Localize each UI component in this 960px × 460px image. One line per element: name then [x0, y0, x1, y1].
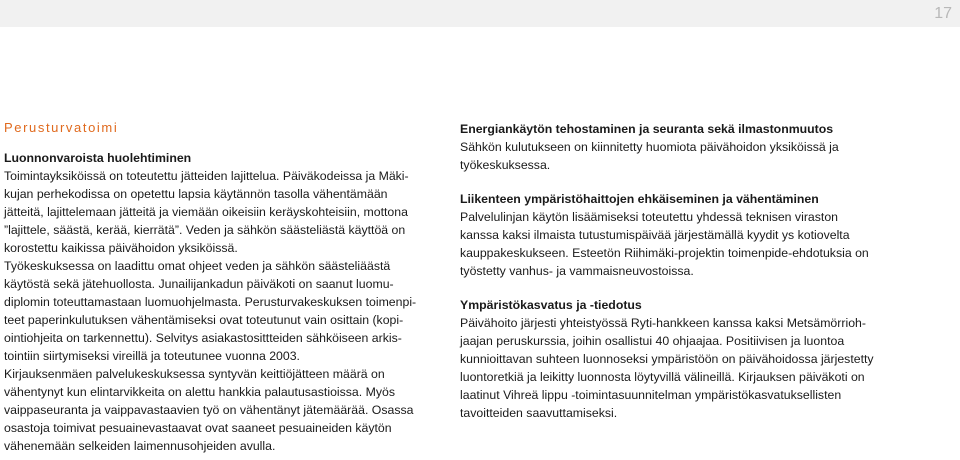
text-line: jätteitä, lajittelemaan jätteitä ja viemään oikeisiin keräyskohteisiin, mottona	[4, 205, 408, 219]
text-line: teet paperinkulutuksen vähentämiseksi ovat toteutunut vain osittain (kopi-	[4, 313, 404, 327]
left-column	[4, 119, 434, 455]
subheading-energy: Energiankäytön tehostaminen ja seuranta sekä ilmastonmuutos	[460, 122, 834, 136]
text-line: käytöstä sekä jätehuollosta. Junailijankadun päiväkoti on saanut luomu-	[4, 277, 394, 291]
text-line: Sähkön kulutukseen on kiinnitetty huomiota päivähoidon yksiköissä ja	[460, 140, 839, 154]
text-line: kanssa kaksi ilmaista tutustumispäivää järjestämällä kyydit ys kotiovelta	[460, 228, 850, 242]
page-number: 17	[934, 5, 952, 22]
text-line: vaippaseuranta ja vaippavastaavien työ on vähentänyt jätemäärää. Osassa	[4, 403, 414, 417]
subheading: Luonnonvaroista huolehtiminen	[4, 151, 192, 165]
text-line: kauppakeskukseen. Esteetön Riihimäki-projektin toimenpide-ehdotuksia on	[460, 246, 869, 260]
text-line: kunnioittavan suhteen luonnoseksi ympäristöön on päivähoidossa järjestetty	[460, 352, 874, 366]
text-line: korostettu kaikissa päivähoidon yksiköissä.	[4, 241, 238, 255]
subheading-education: Ympäristökasvatus ja -tiedotus	[460, 298, 642, 312]
text-line: Toimintayksiköissä on toteutettu jätteiden lajittelua. Päiväkodeissa ja Mäki-	[4, 169, 409, 183]
subheading-traffic: Liikenteen ympäristöhaittojen ehkäiseminen ja vähentäminen	[460, 192, 819, 206]
text-line: vähenemään selkeiden laimennusohjeiden avulla.	[4, 439, 276, 453]
text-line: luontoretkiä ja leikitty luonnosta löytyvillä välineillä. Kirjauksen päiväkoti on	[460, 370, 865, 384]
text-line: Palvelulinjan käytön lisäämiseksi toteutettu yhdessä teknisen viraston	[460, 210, 838, 224]
text-line: kujan perhekodissa on opetettu lapsia käytännön tasolla vähentämään	[4, 187, 388, 201]
text-line: jaajan peruskurssia, joihin osallistui 40 ohjaajaa. Positiivisen ja luontoa	[460, 334, 845, 348]
text-line: Päivähoito järjesti yhteistyössä Ryti-hankkeen kanssa kaksi Metsämörrioh-	[460, 316, 866, 330]
text-line: laatinut Vihreä lippu -toimintasuunnitelman ympäristökasvatuksellisten	[460, 388, 842, 402]
text-line: Kirjauksenmäen palvelukeskuksessa syntyvän keittiöjätteen määrä on	[4, 367, 385, 381]
right-column	[460, 120, 905, 422]
text-line: työstetty vanhus- ja vammaisneuvostoissa.	[460, 264, 694, 278]
text-line: ointiohjeita on tarkennettu). Selvitys asiakastosittteiden sähköiseen arkis-	[4, 331, 402, 345]
text-line: tointiin siirtymiseksi vireillä ja toteutunee vuonna 2003.	[4, 349, 300, 363]
paragraph-gap	[460, 174, 905, 190]
text-line: Työkeskuksessa on laadittu omat ohjeet veden ja sähkön säästeliäästä	[4, 259, 391, 273]
page-header-bar	[0, 0, 960, 27]
text-line: diplomin toteuttamastaan luomuohjelmasta. Perusturvakeskuksen toimenpi-	[4, 295, 417, 309]
text-line: työkeskuksessa.	[460, 158, 551, 172]
text-line: tavoitteiden saavuttamiseksi.	[460, 406, 618, 420]
section-title: Perusturvatoimi	[4, 120, 119, 135]
text-line: ”lajittele, säästä, kerää, kierrätä”. Veden ja sähkön säästeliästä käyttöä on	[4, 223, 406, 237]
text-line: vähentynyt kun elintarvikkeita on alettu hankkia palautusastioissa. Myös	[4, 385, 395, 399]
paragraph-gap	[460, 280, 905, 296]
text-line: osastoja toimivat pesuainevastaavat ovat saaneet pesuaineiden käytön	[4, 421, 392, 435]
